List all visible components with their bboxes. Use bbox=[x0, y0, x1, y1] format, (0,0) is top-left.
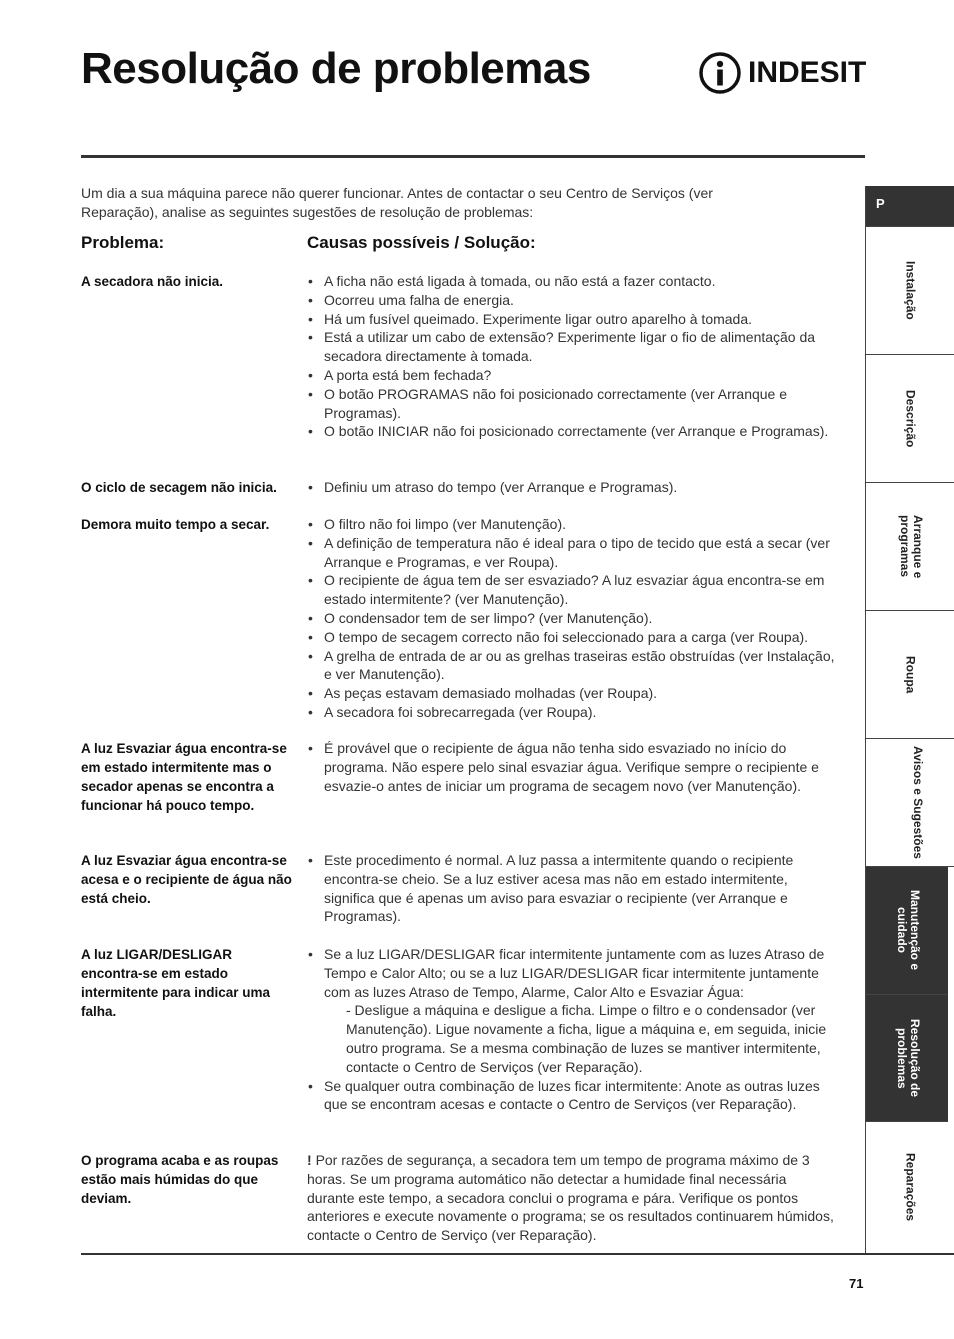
cause-item: • A ficha não está ligada à tomada, ou não está a fazer contacto. bbox=[307, 272, 837, 291]
cause-note-text: Por razões de segurança, a secadora tem um tempo de programa máximo de 3 horas. Se um programa automático não detectar a humidade final necessária durante este tempo, a secadora conclui o programa e pára. Verifique os pontos anteriores e execute novamente o programa; se os resultados continuarem húmidos, contacte o Centro de Serviço (ver Reparação). bbox=[307, 1152, 834, 1244]
title-rule bbox=[81, 155, 865, 158]
causes-list bbox=[307, 478, 837, 497]
brand-logo bbox=[698, 50, 866, 96]
causes-list bbox=[307, 945, 837, 1114]
problem-label: A secadora não inicia. bbox=[81, 274, 224, 289]
problem-label: Demora muito tempo a secar. bbox=[81, 517, 270, 532]
tab-instalacao[interactable] bbox=[866, 227, 954, 355]
cause-item: • Se qualquer outra combinação de luzes ficar intermitente: Anote as outras luzes que se encontram acesas e contacte o Centro de Serviços (ver Reparação). bbox=[307, 1077, 837, 1115]
problem-label: A luz LIGAR/DESLIGAR encontra-se em estado intermitente para indicar uma falha. bbox=[81, 947, 271, 1019]
causes-list bbox=[307, 851, 837, 926]
causes-list bbox=[307, 272, 837, 441]
cause-item: • Este procedimento é normal. A luz passa a intermitente quando o recipiente encontra-se cheio. Se a luz estiver acesa mas não em estado intermitente, significa que é apenas um aviso para esvaziar o recipiente (ver Arranque e Programas). bbox=[307, 851, 837, 926]
problem-label: A luz Esvaziar água encontra-se em estado intermitente mas o secador apenas se encontra a funcionar há pouco tempo. bbox=[81, 741, 287, 813]
causes-column-header: Causas possíveis / Solução: bbox=[307, 233, 536, 252]
tab-label: Instalação bbox=[903, 261, 918, 320]
cause-item: • Ocorreu uma falha de energia. bbox=[307, 291, 837, 310]
causes-list bbox=[307, 515, 837, 722]
cause-item: • O botão INICIAR não foi posicionado correctamente (ver Arranque e Programas). bbox=[307, 422, 837, 441]
tab-label: Resolução de problemas bbox=[895, 1018, 922, 1098]
language-label: P bbox=[876, 196, 885, 211]
tab-manutencao-cuidado[interactable] bbox=[866, 867, 948, 995]
bottom-rule bbox=[81, 1253, 954, 1255]
page-number: 71 bbox=[849, 1276, 864, 1291]
cause-item: • Está a utilizar um cabo de extensão? Experimente ligar o fio de alimentação da secadora directamente à tomada. bbox=[307, 328, 837, 366]
tab-label: Arranque e programas bbox=[898, 514, 925, 579]
cause-item: • Há um fusível queimado. Experimente ligar outro aparelho à tomada. bbox=[307, 310, 837, 329]
cause-item: • O recipiente de água tem de ser esvaziado? A luz esvaziar água encontra-se em estado intermitente? (ver Manutenção). bbox=[307, 571, 837, 609]
tab-avisos-sugestoes[interactable] bbox=[866, 739, 954, 867]
cause-item: • O filtro não foi limpo (ver Manutenção). bbox=[307, 515, 837, 534]
intro-text: Um dia a sua máquina parece não querer funcionar. Antes de contactar o seu Centro de Serviços (ver Reparação), analise as seguintes sugestões de resolução de problemas: bbox=[81, 185, 713, 220]
cause-item: • O tempo de secagem correcto não foi seleccionado para a carga (ver Roupa). bbox=[307, 628, 837, 647]
cause-item: • O botão PROGRAMAS não foi posicionado correctamente (ver Arranque e Programas). bbox=[307, 385, 837, 423]
brand-name: INDESIT bbox=[748, 56, 867, 89]
cause-item: • É provável que o recipiente de água não tenha sido esvaziado no início do programa. Não espere pelo sinal esvaziar água. Verifique sempre o recipiente e esvazie-o antes de iniciar um programa de secagem novo (ver Manutenção). bbox=[307, 739, 837, 795]
tab-label: Manutenção e cuidado bbox=[895, 890, 922, 971]
problem-column-header: Problema: bbox=[81, 233, 165, 252]
language-tab[interactable] bbox=[866, 186, 954, 227]
cause-item: • A porta está bem fechada? bbox=[307, 366, 837, 385]
cause-item: • As peças estavam demasiado molhadas (ver Roupa). bbox=[307, 684, 837, 703]
page-title: Resolução de problemas bbox=[81, 44, 591, 93]
tab-label: Avisos e Sugestões bbox=[911, 746, 925, 859]
cause-subitem: - Desligue a máquina e desligue a ficha. Limpe o filtro e o condensador (ver Manutenção). Ligue novamente a ficha, ligue a máquina e, em seguida, inicie outro programa. Se a mesma combinação de luzes se mantiver intermitente, contacte o Centro de Serviços (ver Reparação). bbox=[346, 1002, 827, 1075]
warning-icon: ! bbox=[307, 1152, 312, 1168]
tab-arranque-programas[interactable] bbox=[866, 483, 954, 611]
causes-note bbox=[307, 1151, 837, 1245]
cause-item: • Se a luz LIGAR/DESLIGAR ficar intermitente juntamente com as luzes Atraso de Tempo e Calor Alto; ou se a luz LIGAR/DESLIGAR ficar intermitente juntamente com as luzes Atraso de Tempo, Alarme, Calor Alto e Esvaziar Água: bbox=[307, 945, 837, 1001]
cause-item: • A secadora foi sobrecarregada (ver Roupa). bbox=[307, 703, 837, 722]
tab-label: Reparações bbox=[903, 1153, 918, 1222]
cause-item: • A grelha de entrada de ar ou as grelhas traseiras estão obstruídas (ver Instalação, e ver Manutenção). bbox=[307, 647, 837, 685]
indesit-i-icon bbox=[698, 51, 742, 95]
tab-roupa[interactable] bbox=[866, 611, 954, 739]
cause-item: • Definiu um atraso do tempo (ver Arranque e Programas). bbox=[307, 478, 837, 497]
problem-label: O programa acaba e as roupas estão mais húmidas do que deviam. bbox=[81, 1153, 279, 1206]
problem-label: O ciclo de secagem não inicia. bbox=[81, 480, 277, 495]
cause-item: • O condensador tem de ser limpo? (ver Manutenção). bbox=[307, 609, 837, 628]
causes-list bbox=[307, 739, 837, 795]
tab-label: Descrição bbox=[903, 389, 918, 448]
tab-descricao[interactable] bbox=[866, 355, 954, 483]
tab-resolucao-problemas[interactable] bbox=[866, 995, 948, 1122]
tab-reparacoes[interactable] bbox=[866, 1122, 954, 1253]
problem-label: A luz Esvaziar água encontra-se acesa e o recipiente de água não está cheio. bbox=[81, 853, 292, 906]
tab-label: Roupa bbox=[903, 655, 918, 694]
cause-item: • A definição de temperatura não é ideal para o tipo de tecido que está a secar (ver Arranque e Programas, e ver Roupa). bbox=[307, 534, 837, 572]
